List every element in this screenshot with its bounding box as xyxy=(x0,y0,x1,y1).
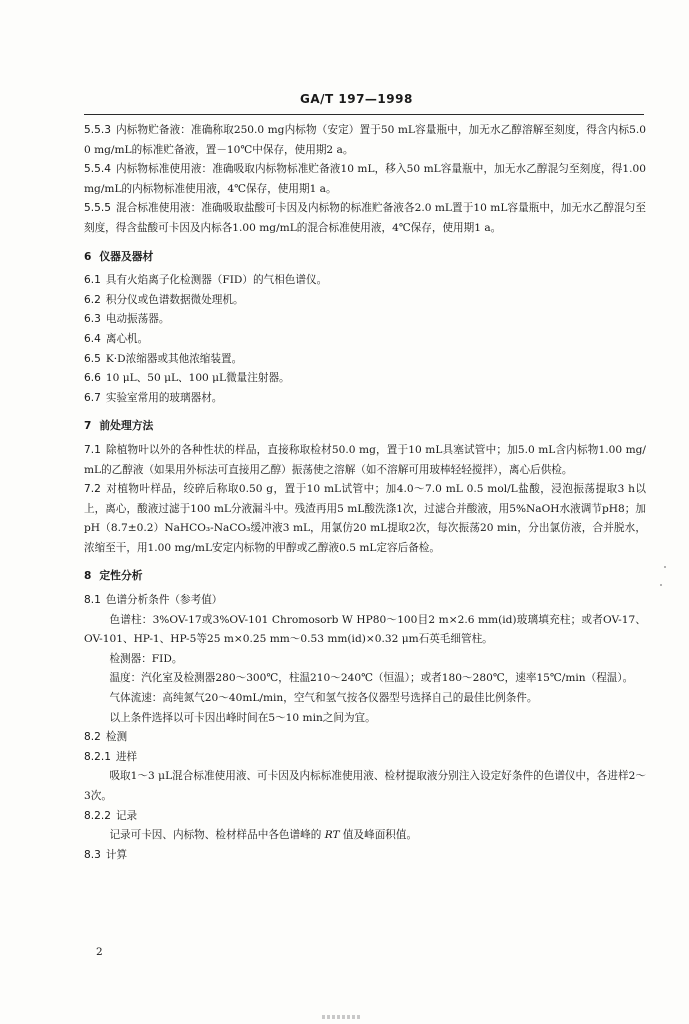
clause-6-7 xyxy=(84,389,646,409)
clause-7-1 xyxy=(84,441,646,480)
clause-text: 除植物叶以外的各种性状的样品，直接称取检材50.0 mg，置于10 mL具塞试管中；加5.0 mL含内标物1.00 mg/mL的乙醇液（如果用外标法可直接用乙醇）振荡使之溶解（如不溶解可用玻棒轻轻搅拌），离心后供检。 xyxy=(84,443,646,476)
clause-8-1-heading xyxy=(84,591,646,611)
clause-number: 5.5.5 xyxy=(84,202,111,215)
clause-number: 6.7 xyxy=(84,391,101,404)
clause-number: 6.2 xyxy=(84,293,101,306)
clause-text: 积分仪或色谱数据微处理机。 xyxy=(105,293,244,306)
clause-text: 10 μL、50 μL、100 μL微量注射器。 xyxy=(105,372,290,385)
detector-conditions: 检测器：FID。 xyxy=(109,652,183,665)
clause-text: 具有火焰离子化检测器（FID）的气相色谱仪。 xyxy=(105,274,328,287)
page-number: 2 xyxy=(96,946,103,958)
clause-number: 6.4 xyxy=(84,332,101,345)
clause-text: 内标物贮备液：准确称取250.0 mg内标物（安定）置于50 mL容量瓶中，加无水乙醇溶解至刻度，得含内标5.00 mg/mL的标准贮备液，置－10℃中保存，使用期2 a。 xyxy=(84,124,646,156)
clause-7-2 xyxy=(84,480,646,558)
clause-8-2-heading xyxy=(84,728,646,748)
clause-text: 内标物标准使用液：准确吸取内标物标准贮备液10 mL，移入50 mL容量瓶中，加无水乙醇混匀至刻度，得1.00 mg/mL的内标物标准使用液，4℃保存，使用期1 a。 xyxy=(84,163,646,195)
record-rt-symbol: RT xyxy=(324,829,340,842)
section-title: 仪器及器材 xyxy=(99,249,154,263)
clause-6-5 xyxy=(84,350,646,370)
clause-8-2-2-heading xyxy=(84,807,646,827)
section-8-heading xyxy=(84,566,646,587)
standard-code-header: GA/T 197—1998 xyxy=(300,92,413,106)
clause-number: 5.5.4 xyxy=(84,163,111,176)
column-conditions: 色谱柱：3%OV-17或3%OV-101 Chromosorb W HP80～100目2 m×2.6 mm(id)玻璃填充柱；或者OV-17、OV-101、HP-1、HP-5等25 m×0.25 mm～0.53 mm(id)×0.32 μm石英毛细管柱。 xyxy=(84,613,646,646)
record-text xyxy=(84,826,646,846)
header-rule xyxy=(84,114,644,115)
clause-text: 实验室常用的玻璃器材。 xyxy=(105,391,223,404)
clause-title: 进样 xyxy=(115,750,138,763)
clause-title: 记录 xyxy=(115,809,138,822)
clause-6-6 xyxy=(84,369,646,389)
scan-footer-mark xyxy=(322,1015,362,1019)
section-title: 前处理方法 xyxy=(99,419,154,433)
clause-8-2-1-heading xyxy=(84,748,646,768)
gas-flow-conditions: 气体流速：高纯氮气20～40mL/min，空气和氢气按各仪器型号选择自己的最佳比例条件。 xyxy=(109,692,538,705)
temperature-conditions: 温度：汽化室及检测器280～300℃，柱温210～240℃（恒温）；或者180～280℃，速率15℃/min（程温）。 xyxy=(109,672,634,685)
clause-5-5-5 xyxy=(84,199,646,238)
clause-5-5-4 xyxy=(84,160,646,199)
clause-text: 对植物叶样品，绞碎后称取0.50 g，置于10 mL试管中；加4.0～7.0 mL 0.5 mol/L盐酸，浸泡振荡提取3 h以上，离心，酸液过滤于100 mL分液漏斗中。残渣再用5 mL酸洗涤1次，过滤合并酸液，用5%NaOH水液调节pH8；加pH（8.7±0.2）NaHCO₃-NaCO₃缓冲液3 mL，用氯仿20 mL提取2次，每次振荡20 min，分出氯仿液，合并脱水，浓缩至干，用1.00 mg/mL安定内标物的甲醇或乙醇液0.5 mL定容后备检。 xyxy=(84,483,646,554)
clause-text: K·D浓缩器或其他浓缩装置。 xyxy=(105,352,243,365)
section-title: 定性分析 xyxy=(99,569,143,583)
clause-number: 6.5 xyxy=(84,352,101,365)
section-number: 8 xyxy=(84,570,92,583)
clause-number: 8.3 xyxy=(84,848,101,861)
clause-title: 检测 xyxy=(105,731,128,744)
clause-number: 8.2.1 xyxy=(84,750,111,763)
clause-title: 计算 xyxy=(105,848,128,861)
scan-speck xyxy=(660,584,662,586)
clause-title: 色谱分析条件（参考值） xyxy=(105,594,223,607)
section-7-heading xyxy=(84,416,646,437)
clause-text: 混合标准使用液：准确吸取盐酸可卡因及内标物的标准贮备液各2.0 mL置于10 mL容量瓶中，加无水乙醇混匀至刻度，得含盐酸可卡因及内标各1.00 mg/mL的混合标准使用液，4℃保存，使用期1 a。 xyxy=(84,202,646,234)
scan-speck xyxy=(664,566,666,568)
page-content xyxy=(84,121,646,865)
clause-number: 6.1 xyxy=(84,274,101,287)
section-number: 7 xyxy=(84,420,92,433)
clause-text: 离心机。 xyxy=(105,332,149,345)
clause-6-2 xyxy=(84,291,646,311)
selection-note: 以上条件选择以可卡因出峰时间在5～10 min之间为宜。 xyxy=(109,711,376,724)
clause-number: 8.2 xyxy=(84,731,101,744)
injection-text: 吸取1～3 μL混合标准使用液、可卡因及内标标准使用液、检材提取液分别注入设定好条件的色谱仪中，各进样2～3次。 xyxy=(84,770,646,802)
section-number: 6 xyxy=(84,250,92,263)
clause-number: 7.1 xyxy=(84,443,101,456)
clause-number: 5.5.3 xyxy=(84,124,111,136)
clause-text: 电动振荡器。 xyxy=(105,313,170,326)
clause-6-1 xyxy=(84,271,646,291)
record-text-before: 记录可卡因、内标物、检材样品中各色谱峰的 xyxy=(109,829,322,842)
clause-6-4 xyxy=(84,330,646,350)
clause-6-3 xyxy=(84,310,646,330)
clause-number: 8.2.2 xyxy=(84,809,111,822)
clause-8-3-heading xyxy=(84,846,646,866)
record-text-after: 值及峰面积值。 xyxy=(342,829,418,842)
clause-number: 7.2 xyxy=(84,483,101,496)
clause-number: 6.6 xyxy=(84,372,101,385)
clause-number: 8.1 xyxy=(84,594,101,607)
section-6-heading xyxy=(84,247,646,268)
clause-number: 6.3 xyxy=(84,313,101,326)
clause-5-5-3 xyxy=(84,121,646,160)
